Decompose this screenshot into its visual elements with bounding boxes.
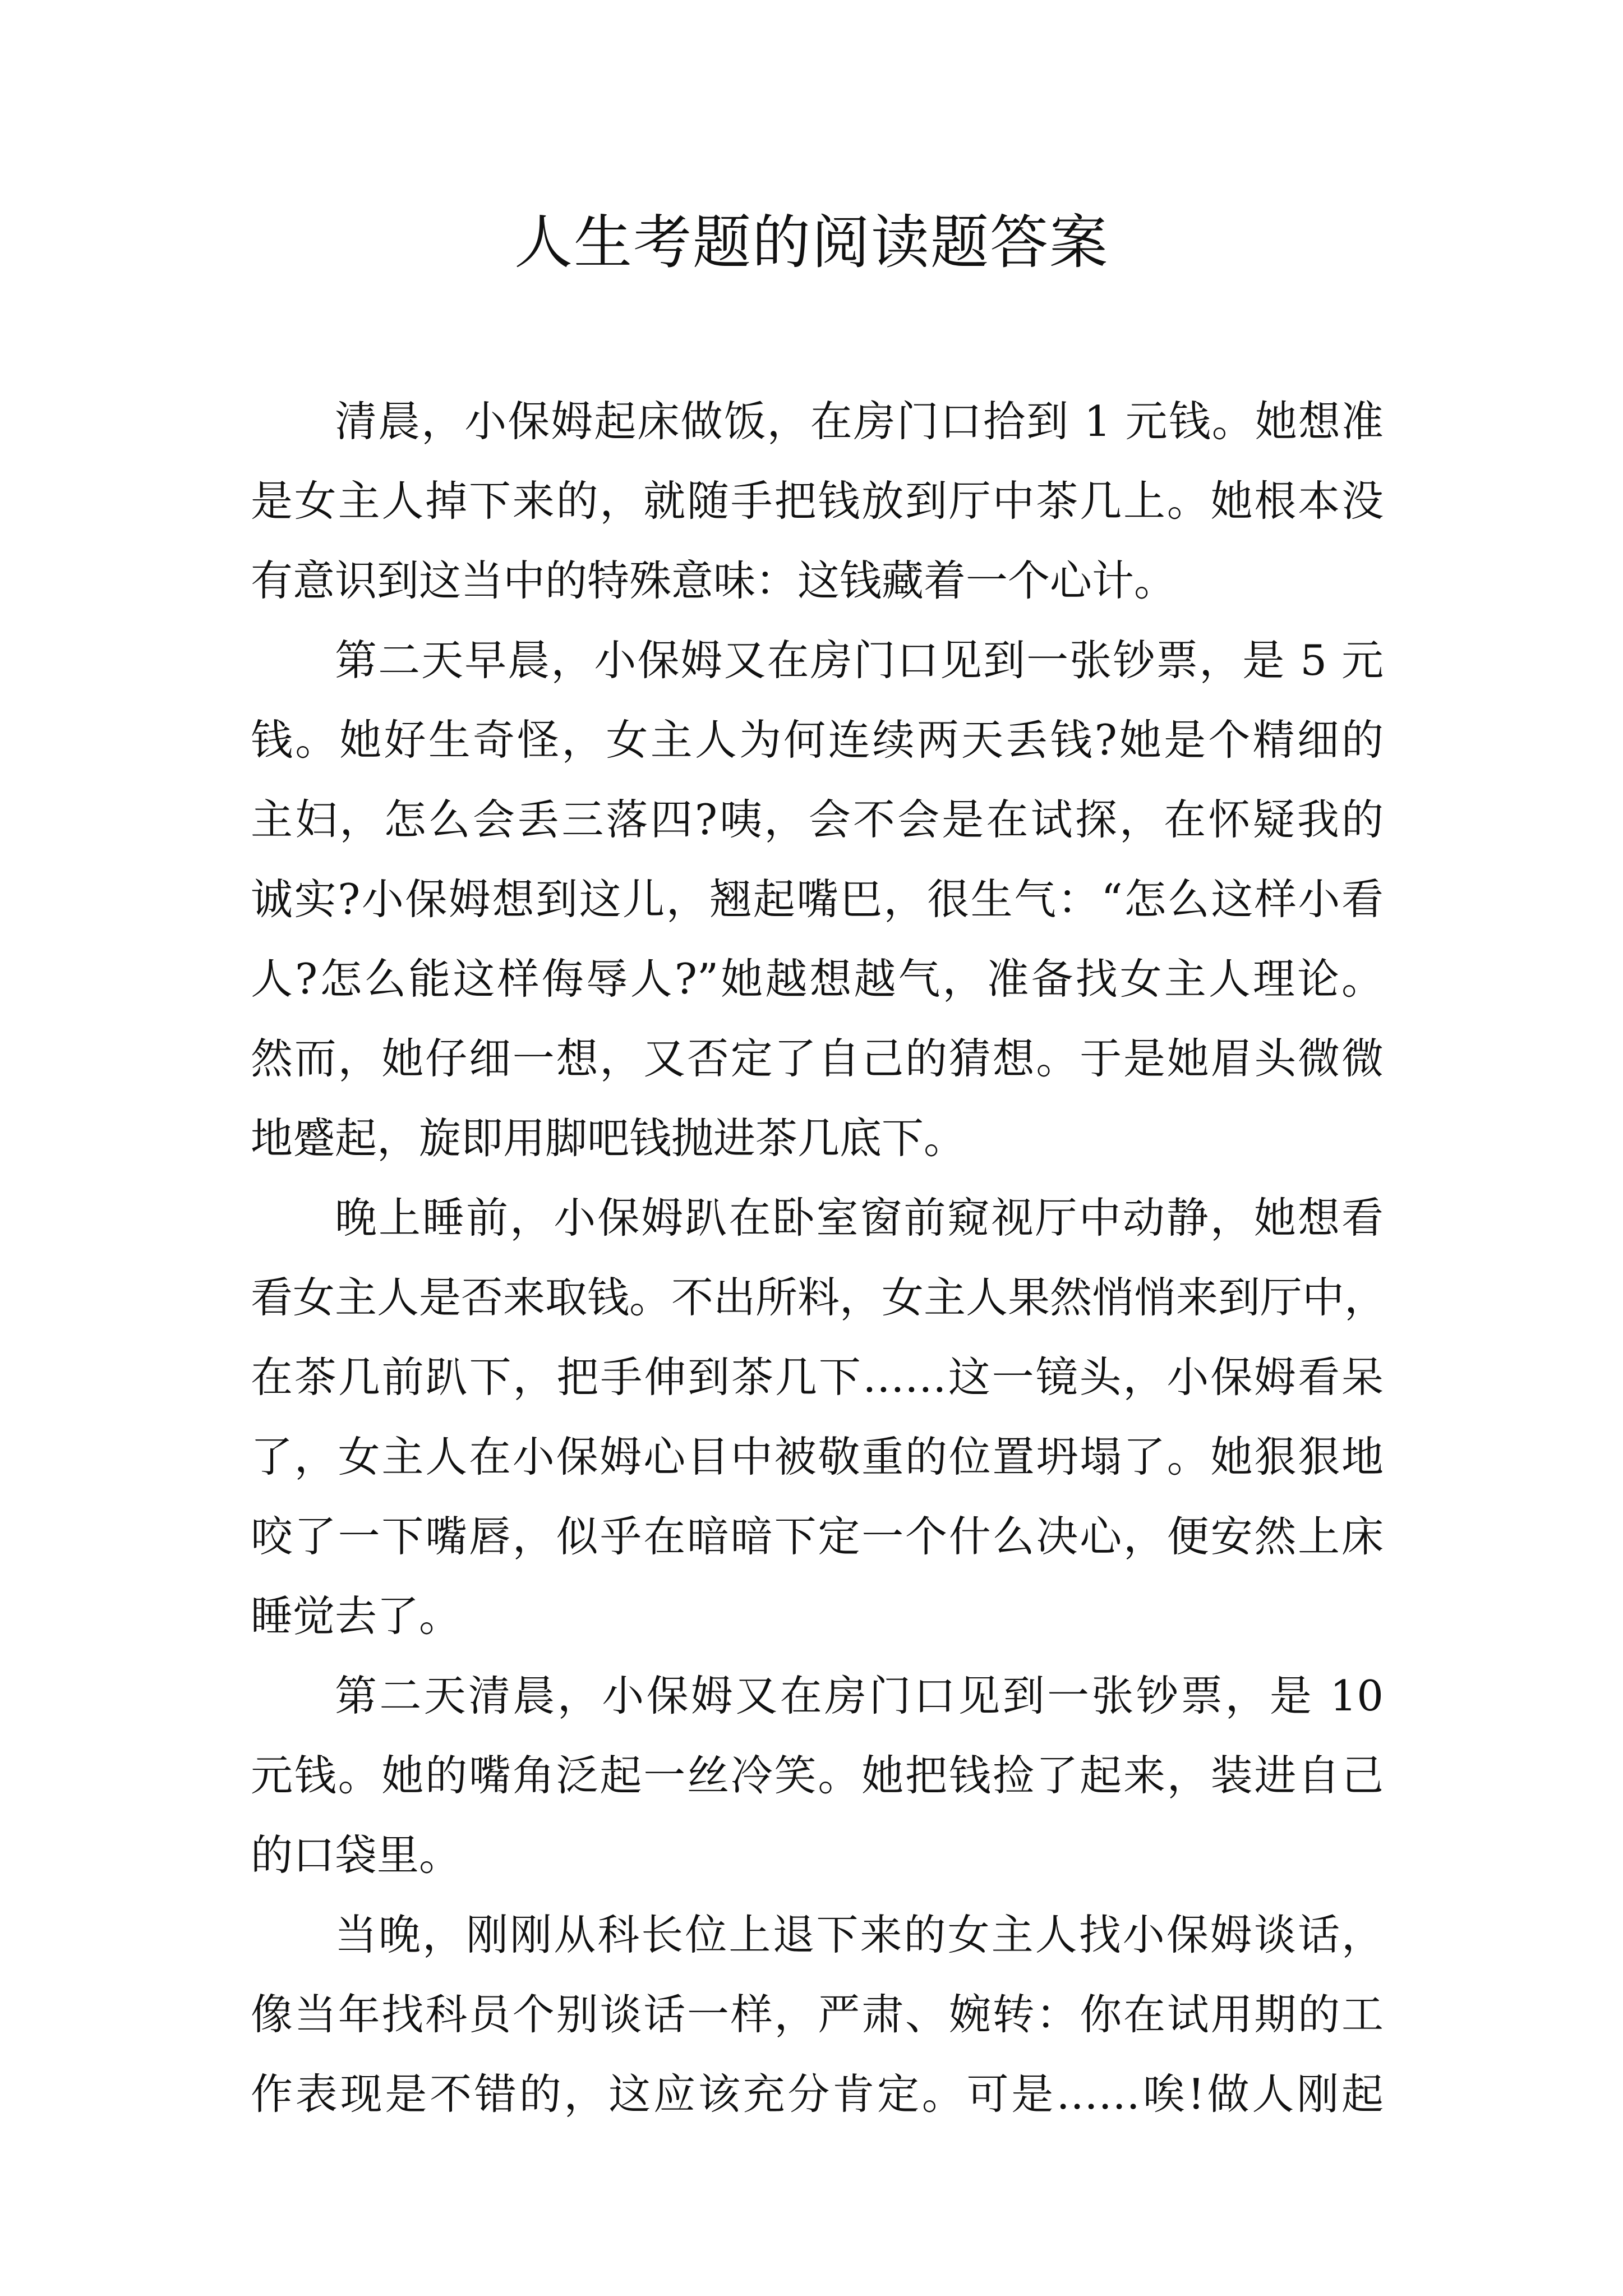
paragraph-5-line-2: 像当年找科员个别谈话一样，严肃、婉转：你在试用期的工 bbox=[251, 1990, 1384, 2039]
paragraph-3-line-5: 咬了一下嘴唇，似乎在暗暗下定一个什么决心，便安然上床 bbox=[251, 1512, 1384, 1561]
paragraph-3-line-4: 了，女主人在小保姆心目中被敬重的位置坍塌了。她狠狠地 bbox=[251, 1432, 1384, 1481]
paragraph-2-line-3: 主妇，怎么会丢三落四?咦，会不会是在试探，在怀疑我的 bbox=[251, 795, 1384, 844]
paragraph-3-line-2: 看女主人是否来取钱。不出所料，女主人果然悄悄来到厅中， bbox=[251, 1273, 1387, 1322]
paragraph-2-line-1: 第二天早晨，小保姆又在房门口见到一张钞票，是 5 元 bbox=[335, 636, 1384, 685]
paragraph-2-line-4: 诚实?小保姆想到这儿，翘起嘴巴，很生气：“怎么这样小看 bbox=[251, 875, 1384, 924]
paragraph-4-line-1: 第二天清晨，小保姆又在房门口见到一张钞票，是 10 bbox=[335, 1671, 1384, 1720]
document-body bbox=[251, 381, 1387, 2134]
paragraph-1-line-3: 有意识到这当中的特殊意味：这钱藏着一个心计。 bbox=[251, 556, 1177, 605]
paragraph-2-line-7: 地蹙起，旋即用脚吧钱抛进茶几底下。 bbox=[251, 1114, 966, 1163]
paragraph-3-line-1: 晚上睡前，小保姆趴在卧室窗前窥视厅中动静，她想看 bbox=[335, 1193, 1384, 1243]
paragraph-2-line-5: 人?怎么能这样侮辱人?”她越想越气，准备找女主人理论。 bbox=[251, 954, 1384, 1004]
paragraph-5-line-1: 当晚，刚刚从科长位上退下来的女主人找小保姆谈话， bbox=[335, 1910, 1384, 1959]
paragraph-4-line-2: 元钱。她的嘴角泛起一丝冷笑。她把钱捡了起来，装进自己 bbox=[251, 1751, 1384, 1800]
paragraph-3-line-6: 睡觉去了。 bbox=[251, 1591, 462, 1641]
paragraph-3-line-3: 在茶几前趴下，把手伸到茶几下……这一镜头，小保姆看呆 bbox=[251, 1352, 1384, 1402]
paragraph-1-line-1: 清晨，小保姆起床做饭，在房门口拾到 1 元钱。她想准 bbox=[335, 397, 1384, 446]
paragraph-5-line-3: 作表现是不错的，这应该充分肯定。可是……唉!做人刚起 bbox=[251, 2069, 1384, 2119]
paragraph-4-line-3: 的口袋里。 bbox=[251, 1830, 462, 1880]
paragraph-2-line-6: 然而，她仔细一想，又否定了自己的猜想。于是她眉头微微 bbox=[251, 1034, 1384, 1083]
paragraph-2-line-2: 钱。她好生奇怪，女主人为何连续两天丢钱?她是个精细的 bbox=[251, 715, 1384, 765]
paragraph-1-line-2: 是女主人掉下来的，就随手把钱放到厅中茶几上。她根本没 bbox=[251, 476, 1384, 526]
document-title: 人生考题的阅读题答案 bbox=[514, 208, 1109, 277]
